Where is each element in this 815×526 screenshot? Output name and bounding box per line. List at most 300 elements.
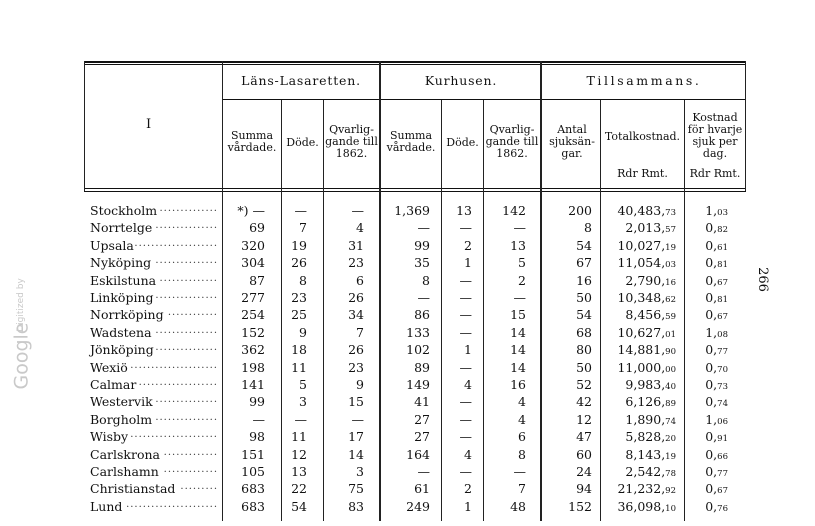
cell-total-int: 8,456 bbox=[625, 307, 662, 323]
cell-kostnad bbox=[705, 220, 728, 235]
cell-total-dec: 10 bbox=[665, 503, 676, 514]
col-header-total-unit: Rdr Rmt. bbox=[617, 167, 668, 180]
cell-an: 60 bbox=[576, 446, 592, 462]
row-name: Wisby bbox=[90, 429, 129, 445]
row-name: Upsala bbox=[90, 237, 134, 253]
cell-kd: — bbox=[459, 411, 472, 427]
cell-total-dec: 78 bbox=[665, 469, 676, 479]
cell-ks: 149 bbox=[406, 377, 430, 392]
cell-an: 42 bbox=[576, 394, 592, 410]
cell-ls: 98 bbox=[249, 429, 265, 445]
cell-lq: 3 bbox=[356, 464, 364, 479]
cell-an: 80 bbox=[576, 342, 592, 358]
cell-ld: 12 bbox=[291, 446, 307, 462]
cell-ld: 18 bbox=[291, 342, 307, 358]
col-header-kur-dode: Döde. bbox=[446, 136, 479, 149]
col-divider-name bbox=[222, 61, 223, 521]
cell-kd: — bbox=[459, 324, 472, 340]
cell-total-dec: 57 bbox=[665, 225, 676, 236]
cell-kostnad bbox=[705, 203, 728, 218]
cell-total: 10,348,62 bbox=[617, 290, 676, 305]
cell-kd: 1 bbox=[464, 342, 472, 358]
cell-kostnad-dec: 91 bbox=[717, 434, 728, 445]
cell-total-dec: 19 bbox=[665, 242, 676, 253]
cell-kostnad-dec: 03 bbox=[717, 208, 728, 218]
cell-ls: *) — bbox=[237, 203, 265, 218]
cell-kd: — bbox=[459, 394, 472, 410]
leader-dots: ............... bbox=[155, 220, 218, 232]
cell-total-int: 1,890 bbox=[625, 411, 662, 427]
col-divider-antal bbox=[600, 100, 601, 521]
cell-total: 36,098,10 bbox=[617, 498, 676, 514]
cell-kostnad-dec: 73 bbox=[717, 382, 728, 392]
cell-ls: 277 bbox=[241, 290, 265, 305]
cell-an: 152 bbox=[568, 498, 592, 514]
cell-kostnad bbox=[705, 429, 728, 444]
cell-lq: 31 bbox=[348, 237, 364, 253]
cell-ld: — bbox=[294, 411, 307, 427]
col-divider-group-kur bbox=[379, 61, 381, 521]
cell-ks: 249 bbox=[406, 498, 430, 514]
cell-kostnad-int: 1, bbox=[705, 203, 718, 218]
cell-kostnad-dec: 82 bbox=[717, 225, 728, 236]
cell-an: 54 bbox=[576, 237, 592, 253]
cell-ld: 19 bbox=[291, 237, 307, 253]
cell-total: 2,013,57 bbox=[625, 220, 676, 236]
cell-ld: 11 bbox=[291, 429, 307, 445]
cell-ld: 8 bbox=[299, 272, 307, 288]
leader-dots: ...................... bbox=[126, 498, 218, 510]
table-top-rule bbox=[84, 61, 746, 63]
group-lans-lasaretten: Läns-Lasaretten. bbox=[241, 73, 361, 88]
cell-kq: 16 bbox=[510, 377, 526, 392]
cell-total-int: 2,790 bbox=[625, 272, 662, 288]
cell-ls: 99 bbox=[249, 394, 265, 410]
col-divider-group-till bbox=[540, 61, 542, 521]
cell-total-dec: 90 bbox=[665, 347, 676, 358]
cell-total-int: 2,013 bbox=[625, 220, 662, 236]
cell-ls: 152 bbox=[241, 324, 265, 340]
row-name: Stockholm bbox=[90, 203, 158, 218]
row-name: Carlshamn bbox=[90, 464, 159, 479]
cell-total-dec: 74 bbox=[665, 416, 676, 427]
cell-ld: 23 bbox=[291, 290, 307, 305]
group-kurhusen: Kurhusen. bbox=[424, 73, 498, 88]
col-divider-lans-dode bbox=[281, 100, 282, 521]
cell-ld: 54 bbox=[291, 498, 307, 514]
cell-kostnad-dec: 76 bbox=[717, 503, 728, 514]
cell-an: 200 bbox=[568, 203, 592, 218]
cell-kq: 14 bbox=[510, 324, 526, 340]
cell-kostnad-dec: 77 bbox=[717, 469, 728, 479]
leader-dots: .............. bbox=[159, 272, 218, 284]
cell-ks: 35 bbox=[414, 255, 430, 271]
cell-ls: 362 bbox=[241, 342, 265, 358]
cell-kd: 13 bbox=[456, 203, 472, 218]
col-divider-lans-qv bbox=[323, 100, 324, 521]
cell-kostnad bbox=[705, 481, 728, 496]
row-name: Jönköping bbox=[90, 342, 154, 358]
col-header-kur-summa: Summa vårdade. bbox=[386, 129, 436, 154]
cell-total-dec: 03 bbox=[665, 260, 676, 271]
cell-total-dec: 19 bbox=[665, 451, 676, 462]
row-name: Eskilstuna bbox=[90, 272, 157, 288]
leader-dots: ......... bbox=[180, 481, 218, 493]
row-name: Carlskrona bbox=[90, 446, 160, 462]
cell-ld: 3 bbox=[299, 394, 307, 410]
cell-kostnad bbox=[705, 342, 728, 357]
cell-kostnad-int: 1, bbox=[705, 411, 718, 427]
cell-kd: 4 bbox=[464, 446, 472, 462]
cell-kd: — bbox=[459, 464, 472, 479]
cell-total-dec: 73 bbox=[665, 208, 676, 218]
cell-lq: 9 bbox=[356, 377, 364, 392]
header-bottom-rule bbox=[84, 188, 746, 189]
cell-lq: 75 bbox=[348, 481, 364, 497]
cell-kostnad-dec: 08 bbox=[717, 329, 728, 340]
cell-kostnad-int: 0, bbox=[705, 377, 718, 392]
col-header-lans-summa: Summa vårdade. bbox=[227, 129, 277, 154]
cell-total: 11,000,00 bbox=[617, 359, 676, 375]
cell-ls: 683 bbox=[241, 498, 265, 514]
cell-kostnad bbox=[705, 447, 728, 462]
cell-ks: 99 bbox=[414, 237, 430, 253]
cell-kostnad-int: 0, bbox=[705, 429, 718, 445]
cell-total: 2,542,78 bbox=[625, 464, 676, 479]
cell-ls: 683 bbox=[241, 481, 265, 497]
leader-dots: ............... bbox=[155, 394, 218, 406]
cell-kostnad-int: 0, bbox=[705, 498, 718, 514]
cell-an: 52 bbox=[576, 377, 592, 392]
cell-lq: — bbox=[351, 203, 364, 218]
cell-total: 11,054,03 bbox=[617, 255, 676, 271]
cell-an: 47 bbox=[576, 429, 592, 445]
cell-ks: 164 bbox=[406, 446, 430, 462]
col-header-kostnad-unit: Rdr Rmt. bbox=[689, 167, 741, 180]
cell-kq: — bbox=[513, 220, 526, 236]
cell-kd: 1 bbox=[464, 498, 472, 514]
cell-total: 6,126,89 bbox=[625, 394, 676, 410]
leader-dots: ..................... bbox=[130, 429, 218, 441]
cell-total-dec: 62 bbox=[665, 295, 676, 305]
cell-ks: — bbox=[417, 464, 430, 479]
cell-total-int: 10,027 bbox=[617, 237, 662, 253]
cell-ld: 26 bbox=[291, 255, 307, 271]
cell-total-int: 40,483 bbox=[617, 203, 662, 218]
cell-ld: 22 bbox=[291, 481, 307, 497]
cell-total: 10,027,19 bbox=[617, 237, 676, 253]
cell-kostnad-int: 0, bbox=[705, 272, 718, 288]
cell-an: 24 bbox=[576, 464, 592, 479]
cell-ld: 11 bbox=[291, 359, 307, 375]
cell-an: 8 bbox=[584, 220, 592, 236]
cell-total: 9,983,40 bbox=[625, 377, 676, 392]
cell-kostnad-int: 0, bbox=[705, 481, 718, 497]
cell-kostnad-int: 0, bbox=[705, 394, 718, 410]
cell-total-int: 8,143 bbox=[625, 446, 662, 462]
cell-lq: 4 bbox=[356, 220, 364, 236]
row-name: Lund bbox=[90, 498, 123, 514]
cell-lq: 83 bbox=[348, 498, 364, 514]
cell-kd: — bbox=[459, 307, 472, 323]
cell-total-int: 2,542 bbox=[625, 464, 662, 479]
col-divider-kur-dode bbox=[441, 100, 442, 521]
cell-kostnad-dec: 66 bbox=[717, 451, 728, 462]
cell-ks: 86 bbox=[414, 307, 430, 323]
cell-total: 14,881,90 bbox=[617, 342, 676, 358]
cell-an: 16 bbox=[576, 272, 592, 288]
cell-kd: — bbox=[459, 429, 472, 445]
cell-kd: — bbox=[459, 359, 472, 375]
cell-kostnad bbox=[705, 307, 728, 322]
col-header-lans-qv: Qvarliggande till 1862. bbox=[325, 123, 378, 160]
leader-dots: ............. bbox=[163, 446, 218, 458]
cell-total-dec: 59 bbox=[665, 312, 676, 323]
cell-lq: 23 bbox=[348, 255, 364, 271]
cell-kostnad-dec: 70 bbox=[717, 364, 728, 375]
cell-kostnad-int: 0, bbox=[705, 290, 718, 305]
cell-kd: 2 bbox=[464, 481, 472, 497]
table-top-rule-inner bbox=[84, 64, 746, 65]
cell-kostnad-int: 0, bbox=[705, 342, 718, 358]
cell-kostnad bbox=[705, 377, 728, 392]
leader-dots: ..................... bbox=[130, 359, 218, 371]
watermark-google: Google bbox=[10, 322, 33, 390]
cell-total-int: 9,983 bbox=[625, 377, 662, 392]
cell-kostnad bbox=[705, 360, 728, 375]
cell-total-int: 10,627 bbox=[617, 324, 662, 340]
cell-lq: 26 bbox=[348, 342, 364, 358]
cell-total: 8,143,19 bbox=[625, 446, 676, 462]
leader-dots: .................... bbox=[134, 237, 218, 249]
cell-total: 2,790,16 bbox=[625, 272, 676, 288]
cell-total-dec: 92 bbox=[665, 486, 676, 497]
cell-total-int: 11,054 bbox=[617, 255, 662, 271]
cell-kostnad-int: 0, bbox=[705, 464, 718, 479]
cell-lq: — bbox=[351, 411, 364, 427]
cell-ld: 13 bbox=[291, 464, 307, 479]
cell-kostnad-dec: 74 bbox=[717, 399, 728, 410]
cell-kostnad bbox=[705, 325, 728, 340]
cell-ks: 41 bbox=[414, 394, 430, 410]
cell-an: 54 bbox=[576, 307, 592, 323]
cell-kq: 142 bbox=[502, 203, 526, 218]
watermark-digitized: Digitized by bbox=[15, 278, 26, 332]
leader-dots: ............... bbox=[155, 411, 218, 423]
cell-ls: 69 bbox=[249, 220, 265, 236]
cell-kostnad-int: 1, bbox=[705, 324, 718, 340]
cell-kostnad-dec: 67 bbox=[717, 277, 728, 288]
leader-dots: ................... bbox=[138, 377, 218, 388]
table-left-border bbox=[84, 61, 85, 191]
cell-kostnad-int: 0, bbox=[705, 220, 718, 236]
cell-total-dec: 00 bbox=[665, 364, 676, 375]
cell-an: 94 bbox=[576, 481, 592, 497]
cell-total-int: 5,828 bbox=[625, 429, 662, 445]
cell-kostnad bbox=[705, 273, 728, 288]
cell-ks: 89 bbox=[414, 359, 430, 375]
row-name: Christianstad bbox=[90, 481, 176, 497]
row-name: Borgholm bbox=[90, 411, 153, 427]
cell-kostnad bbox=[705, 464, 728, 479]
cell-kostnad-dec: 06 bbox=[717, 416, 728, 427]
col-header-kur-qv: Qvarliggande till 1862. bbox=[485, 123, 539, 160]
col-header-lans-dode: Döde. bbox=[286, 136, 319, 149]
row-name: Westervik bbox=[90, 394, 153, 410]
row-name: Norrköping bbox=[90, 307, 164, 323]
cell-total: 40,483,73 bbox=[617, 203, 676, 218]
cell-kostnad-dec: 81 bbox=[717, 260, 728, 271]
cell-kq: 8 bbox=[518, 446, 526, 462]
cell-kq: 14 bbox=[510, 342, 526, 358]
row-name: Wadstena bbox=[90, 324, 152, 340]
row-name: Norrtelge bbox=[90, 220, 153, 236]
cell-ls: 320 bbox=[241, 237, 265, 253]
leader-dots: ............... bbox=[155, 324, 218, 336]
cell-total-int: 6,126 bbox=[625, 394, 662, 410]
leader-dots: ............ bbox=[167, 307, 218, 319]
cell-ks: 27 bbox=[414, 411, 430, 427]
col-header-total: Totalkostnad. bbox=[604, 130, 681, 143]
leader-dots: .............. bbox=[159, 203, 218, 214]
cell-kq: 7 bbox=[518, 481, 526, 497]
cell-kostnad-int: 0, bbox=[705, 359, 718, 375]
cell-total-dec: 89 bbox=[665, 399, 676, 410]
cell-kostnad bbox=[705, 255, 728, 270]
cell-kq: 4 bbox=[518, 411, 526, 427]
cell-kostnad bbox=[705, 394, 728, 409]
cell-ks: 1,369 bbox=[394, 203, 430, 218]
cell-total-dec: 16 bbox=[665, 277, 676, 288]
cell-ks: 27 bbox=[414, 429, 430, 445]
row-name: Linköping bbox=[90, 290, 154, 305]
cell-kd: — bbox=[459, 272, 472, 288]
cell-total-dec: 40 bbox=[665, 382, 676, 392]
cell-total-dec: 01 bbox=[665, 329, 676, 340]
cell-kostnad-dec: 81 bbox=[717, 295, 728, 305]
cell-kostnad-int: 0, bbox=[705, 307, 718, 323]
cell-kd: — bbox=[459, 220, 472, 236]
cell-kostnad bbox=[705, 412, 728, 427]
cell-total-int: 14,881 bbox=[617, 342, 662, 358]
col-header-antal: Antal sjuksängar. bbox=[549, 123, 595, 160]
col-header-kostnad: Kostnad för hvarje sjuk per dag. bbox=[687, 111, 743, 160]
page-number: 266 bbox=[754, 267, 770, 292]
row-name: Nyköping bbox=[90, 255, 152, 271]
cell-total-int: 21,232 bbox=[617, 481, 662, 497]
cell-an: 67 bbox=[576, 255, 592, 271]
cell-kq: 48 bbox=[510, 498, 526, 514]
cell-an: 12 bbox=[576, 411, 592, 427]
leader-dots: ............... bbox=[155, 342, 218, 354]
cell-ls: — bbox=[252, 411, 265, 427]
cell-kd: 1 bbox=[464, 255, 472, 271]
cell-lq: 34 bbox=[348, 307, 364, 323]
cell-ks: 133 bbox=[406, 324, 430, 340]
cell-total: 10,627,01 bbox=[617, 324, 676, 340]
cell-total-int: 10,348 bbox=[617, 290, 662, 305]
cell-ls: 141 bbox=[241, 377, 265, 392]
cell-lq: 15 bbox=[348, 394, 364, 410]
cell-ld: 25 bbox=[291, 307, 307, 323]
cell-ld: 5 bbox=[299, 377, 307, 392]
cell-total: 5,828,20 bbox=[625, 429, 676, 445]
cell-kostnad bbox=[705, 499, 728, 514]
cell-ks: — bbox=[417, 220, 430, 236]
cell-total-dec: 20 bbox=[665, 434, 676, 445]
cell-kd: 2 bbox=[464, 237, 472, 253]
header-bottom-rule-inner bbox=[84, 191, 746, 192]
cell-kostnad bbox=[705, 238, 728, 253]
cell-lq: 26 bbox=[348, 290, 364, 305]
cell-kostnad-dec: 61 bbox=[717, 242, 728, 253]
cell-an: 68 bbox=[576, 324, 592, 340]
cell-ls: 87 bbox=[249, 272, 265, 288]
cell-ks: 61 bbox=[414, 481, 430, 497]
cell-kq: 13 bbox=[510, 237, 526, 253]
cell-ls: 254 bbox=[241, 307, 265, 323]
cell-kd: 4 bbox=[464, 377, 472, 392]
cell-ld: 9 bbox=[299, 324, 307, 340]
cell-kq: — bbox=[513, 464, 526, 479]
cell-ls: 198 bbox=[241, 359, 265, 375]
cell-kostnad-int: 0, bbox=[705, 255, 718, 271]
cell-kostnad-dec: 77 bbox=[717, 347, 728, 358]
cell-kq: 4 bbox=[518, 394, 526, 410]
group-header-rule bbox=[222, 99, 746, 100]
cell-kostnad-dec: 67 bbox=[717, 486, 728, 497]
row-name: Calmar bbox=[90, 377, 137, 392]
cell-total-int: 36,098 bbox=[617, 498, 662, 514]
col-divider-kur-qv bbox=[483, 100, 484, 521]
cell-total: 8,456,59 bbox=[625, 307, 676, 323]
cell-kq: 2 bbox=[518, 272, 526, 288]
cell-ks: 102 bbox=[406, 342, 430, 358]
cell-total-int: 11,000 bbox=[617, 359, 662, 375]
cell-an: 50 bbox=[576, 359, 592, 375]
cell-lq: 17 bbox=[348, 429, 364, 445]
group-tillsammans: Tillsammans. bbox=[586, 73, 702, 88]
cell-kq: — bbox=[513, 290, 526, 305]
row-name: Wexiö bbox=[90, 359, 128, 375]
cell-an: 50 bbox=[576, 290, 592, 305]
cell-lq: 14 bbox=[348, 446, 364, 462]
cell-kostnad bbox=[705, 290, 728, 305]
col-divider-total bbox=[684, 100, 685, 521]
cell-ks: 8 bbox=[422, 272, 430, 288]
leader-dots: ............... bbox=[155, 290, 218, 301]
cell-kq: 6 bbox=[518, 429, 526, 445]
cell-kq: 14 bbox=[510, 359, 526, 375]
cell-ks: — bbox=[417, 290, 430, 305]
cell-total: 1,890,74 bbox=[625, 411, 676, 427]
cell-total: 21,232,92 bbox=[617, 481, 676, 497]
cell-ls: 151 bbox=[241, 446, 265, 462]
cell-ls: 304 bbox=[241, 255, 265, 271]
cell-kostnad-int: 0, bbox=[705, 237, 718, 253]
cell-lq: 6 bbox=[356, 272, 364, 288]
cell-ls: 105 bbox=[241, 464, 265, 479]
cell-kd: — bbox=[459, 290, 472, 305]
cell-ld: — bbox=[294, 203, 307, 218]
cell-kostnad-int: 0, bbox=[705, 446, 718, 462]
leader-dots: ............... bbox=[155, 255, 218, 267]
leader-dots: ............. bbox=[163, 464, 218, 475]
cell-kq: 5 bbox=[518, 255, 526, 271]
cell-kostnad-dec: 67 bbox=[717, 312, 728, 323]
row-header-label: I bbox=[146, 117, 152, 132]
cell-lq: 7 bbox=[356, 324, 364, 340]
